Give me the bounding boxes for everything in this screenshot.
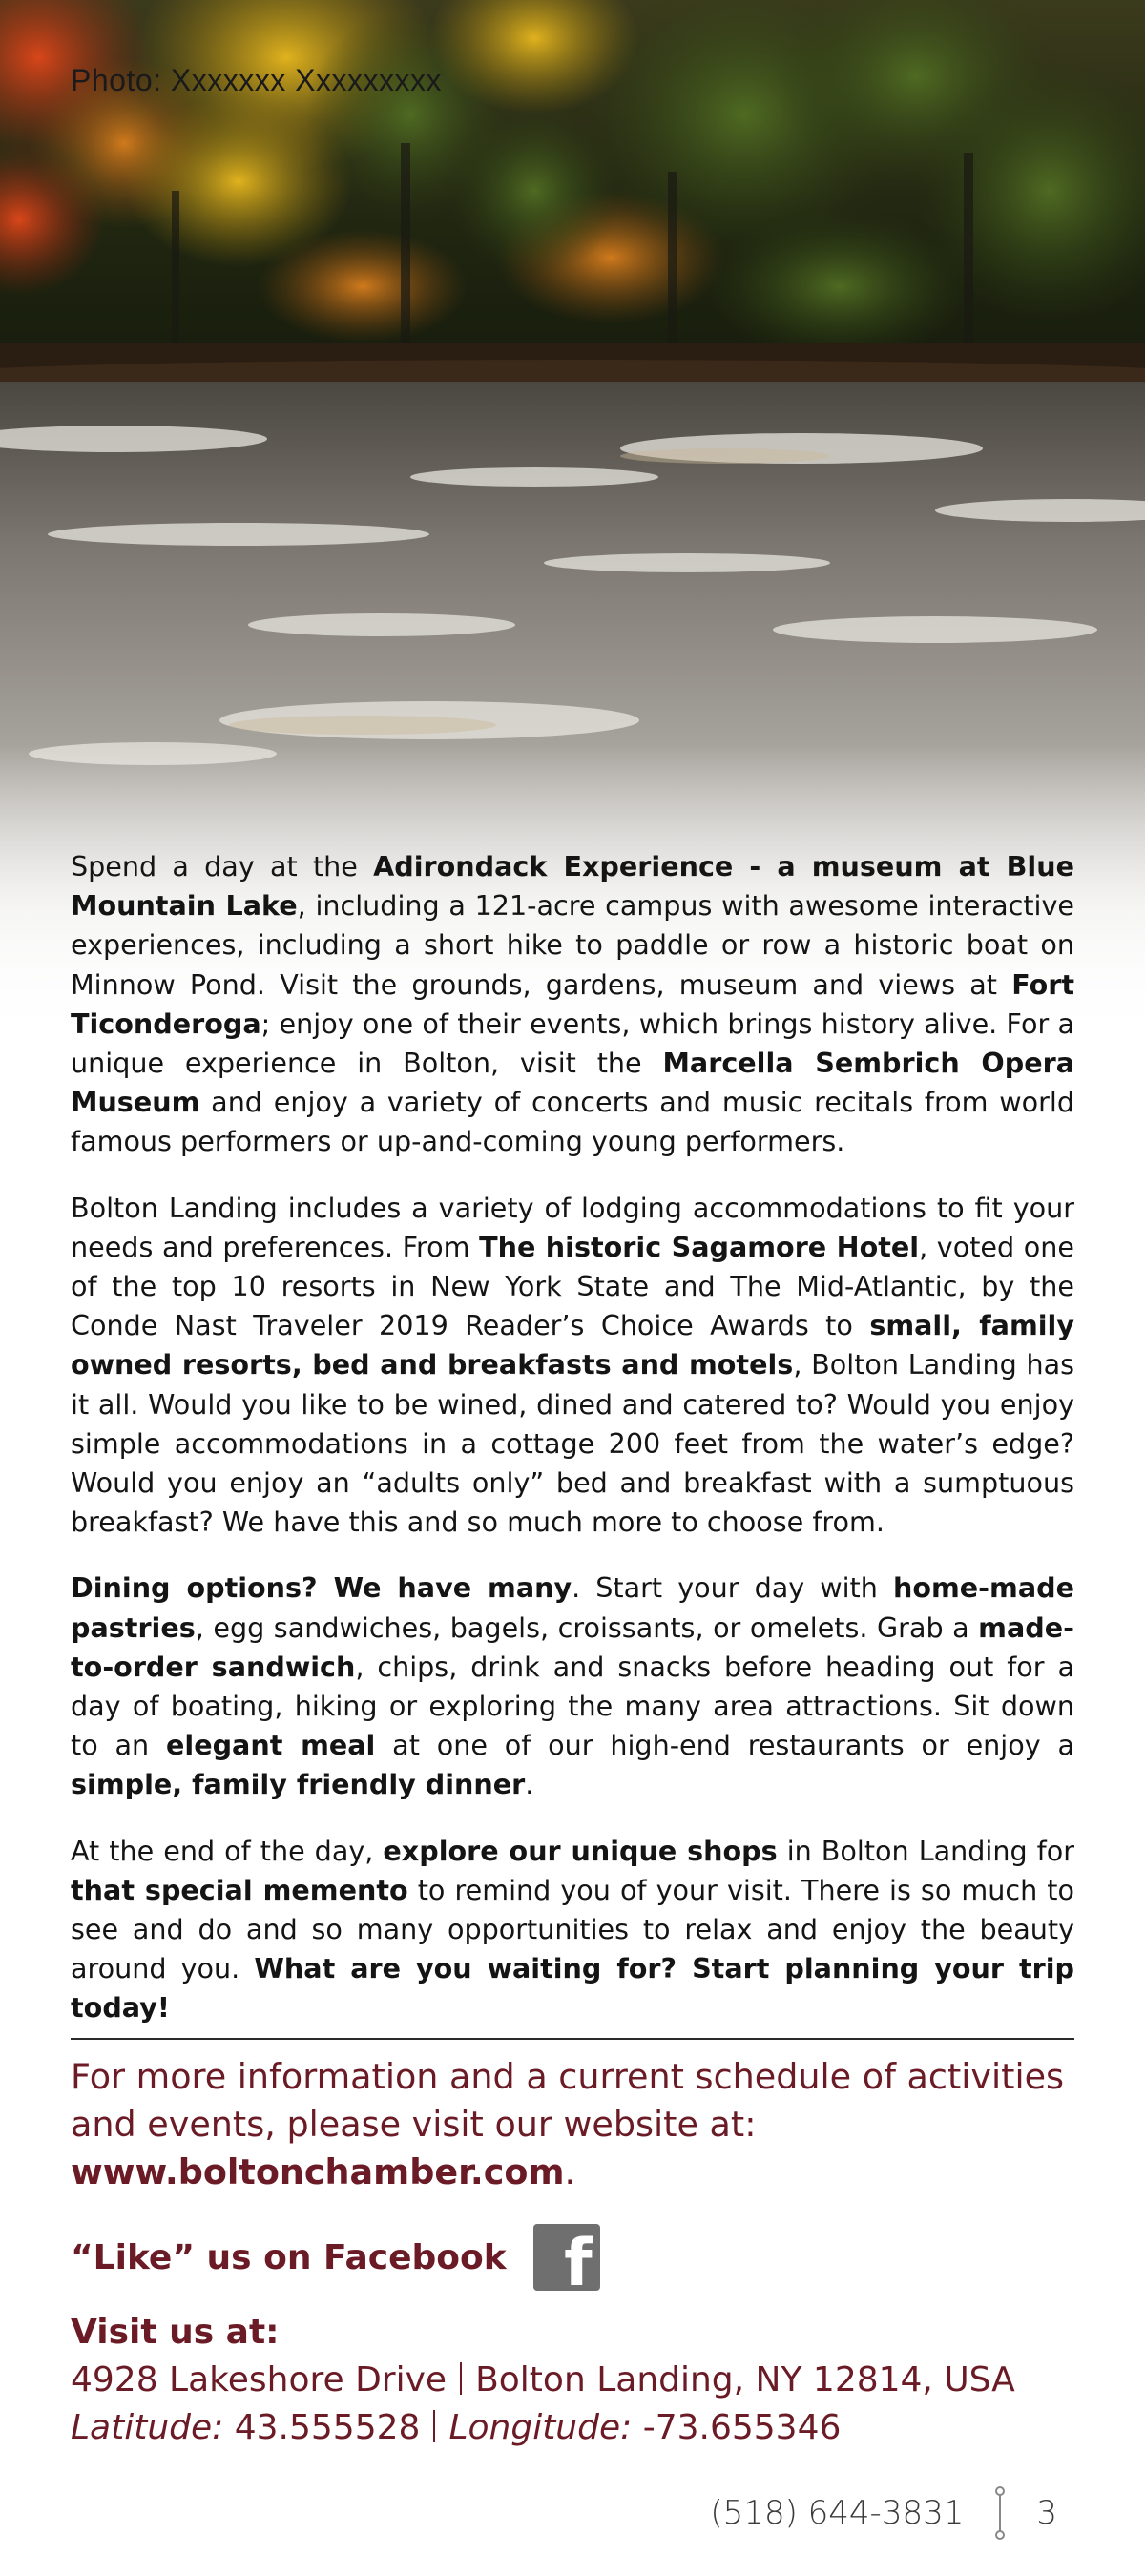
more-info-text: For more information and a current schedule of activities and events, please visit our website at: [71,2056,1065,2145]
highlighted-text: elegant meal [166,1729,376,1762]
highlighted-text: Marcella Sembrich Opera Museum [71,1047,1074,1119]
longitude-value: -73.655346 [642,2408,842,2447]
highlighted-text: made-to-order sandwich [71,1610,1074,1683]
paragraph-text: At the end of the day, [71,1834,384,1867]
paragraph-text: , including a 121-acre campus with awesome interactive experiences, including a short hike to paddle or row a historic boat on Minnow Pond. Visit the grounds, gardens, museum and views at [71,889,1074,1001]
longitude-label: Longitude: [448,2408,633,2447]
paragraph-text: . Start your day with [572,1571,893,1605]
highlighted-text: explore our unique shops [383,1834,778,1867]
photo-credit: Photo: Xxxxxxx Xxxxxxxxx [71,63,442,97]
highlighted-text: Adirondack Experience - a museum at Blue Mountain Lake [71,850,1074,923]
paragraph-text: in Bolton Landing for [777,1834,1074,1867]
paragraph-shopping [71,1832,1074,2028]
coordinates-line [71,2404,1120,2452]
footer-phone: (518) 644-3831 [710,2494,965,2532]
section-divider [71,2038,1074,2040]
facebook-row [71,2223,600,2292]
separator [433,2410,435,2442]
facebook-icon[interactable] [533,2224,600,2291]
latitude-value: 43.555528 [234,2408,421,2447]
highlighted-text: that special memento [71,1873,408,1906]
highlighted-text: home-made pastries [71,1571,1074,1644]
latitude-label: Latitude: [71,2408,224,2447]
city-address: Bolton Landing, NY 12814, USA [475,2360,1015,2399]
highlighted-text: Dining options? We have many [71,1571,572,1605]
visit-address [71,2309,1120,2452]
paragraph-text: , egg sandwiches, bagels, croissants, or omelets. Grab a [195,1610,979,1644]
highlighted-text: The historic Sagamore Hotel [479,1230,920,1263]
highlighted-text: simple, family friendly dinner [71,1768,526,1801]
footer-divider [992,2484,1008,2542]
paragraph-text: , Bolton Landing has it all. Would you like to be wined, dined and catered to? Would you enjoy simple accommodations in a cottage 200 feet from the water’s edge? Would you enjoy an “adults only” bed and breakfast with a sumptuous breakfast? We have this and so much more to choose from. [71,1348,1074,1539]
paragraph-text: Bolton Landing includes a variety of lodging accommodations to fit your needs and preferences. From [71,1191,1074,1263]
paragraph-text: and enjoy a variety of concerts and music recitals from world famous performers or up-and-coming young performers. [71,1086,1074,1158]
paragraph-text: ; enjoy one of their events, which brings history alive. For a unique experience in Bolton, visit the [71,1007,1074,1080]
highlighted-text: What are you waiting for? Start planning your trip today! [71,1952,1074,2025]
website-link[interactable]: www.boltonchamber.com [71,2151,565,2192]
paragraph-text: Spend a day at the [71,850,374,883]
separator [460,2362,462,2395]
paragraph-lodging [71,1189,1074,1543]
website-suffix: . [564,2151,576,2192]
paragraph-attractions [71,847,1074,1162]
paragraph-text: . [525,1768,534,1801]
page-footer [710,2484,1057,2542]
highlighted-text: Fort Ticonderoga [71,967,1074,1040]
page-number: 3 [1036,2494,1057,2532]
paragraph-text: , voted one of the top 10 resorts in New York State and The Mid-Atlantic, by the Conde Nast Traveler 2019 Reader’s Choice Awards to [71,1230,1074,1342]
article-body [71,847,1074,2055]
visit-heading: Visit us at: [71,2313,280,2352]
address-line [71,2357,1120,2404]
paragraph-text: at one of our high-end restaurants or enjoy a [375,1729,1074,1762]
facebook-label[interactable]: “Like” us on Facebook [71,2237,507,2277]
facebook-glyph: f [564,2226,593,2291]
paragraph-text: , chips, drink and snacks before heading out for a day of boating, hiking or exploring the many area attractions. Sit down to an [71,1650,1074,1762]
highlighted-text: small, family owned resorts, bed and breakfasts and motels [71,1309,1074,1381]
more-info [71,2053,1074,2196]
paragraph-text: to remind you of your visit. There is so much to see and do and so many opportunities to relax and enjoy the beauty around you. [71,1873,1074,1985]
street-address: 4928 Lakeshore Drive [71,2360,448,2399]
paragraph-dining [71,1568,1074,1804]
